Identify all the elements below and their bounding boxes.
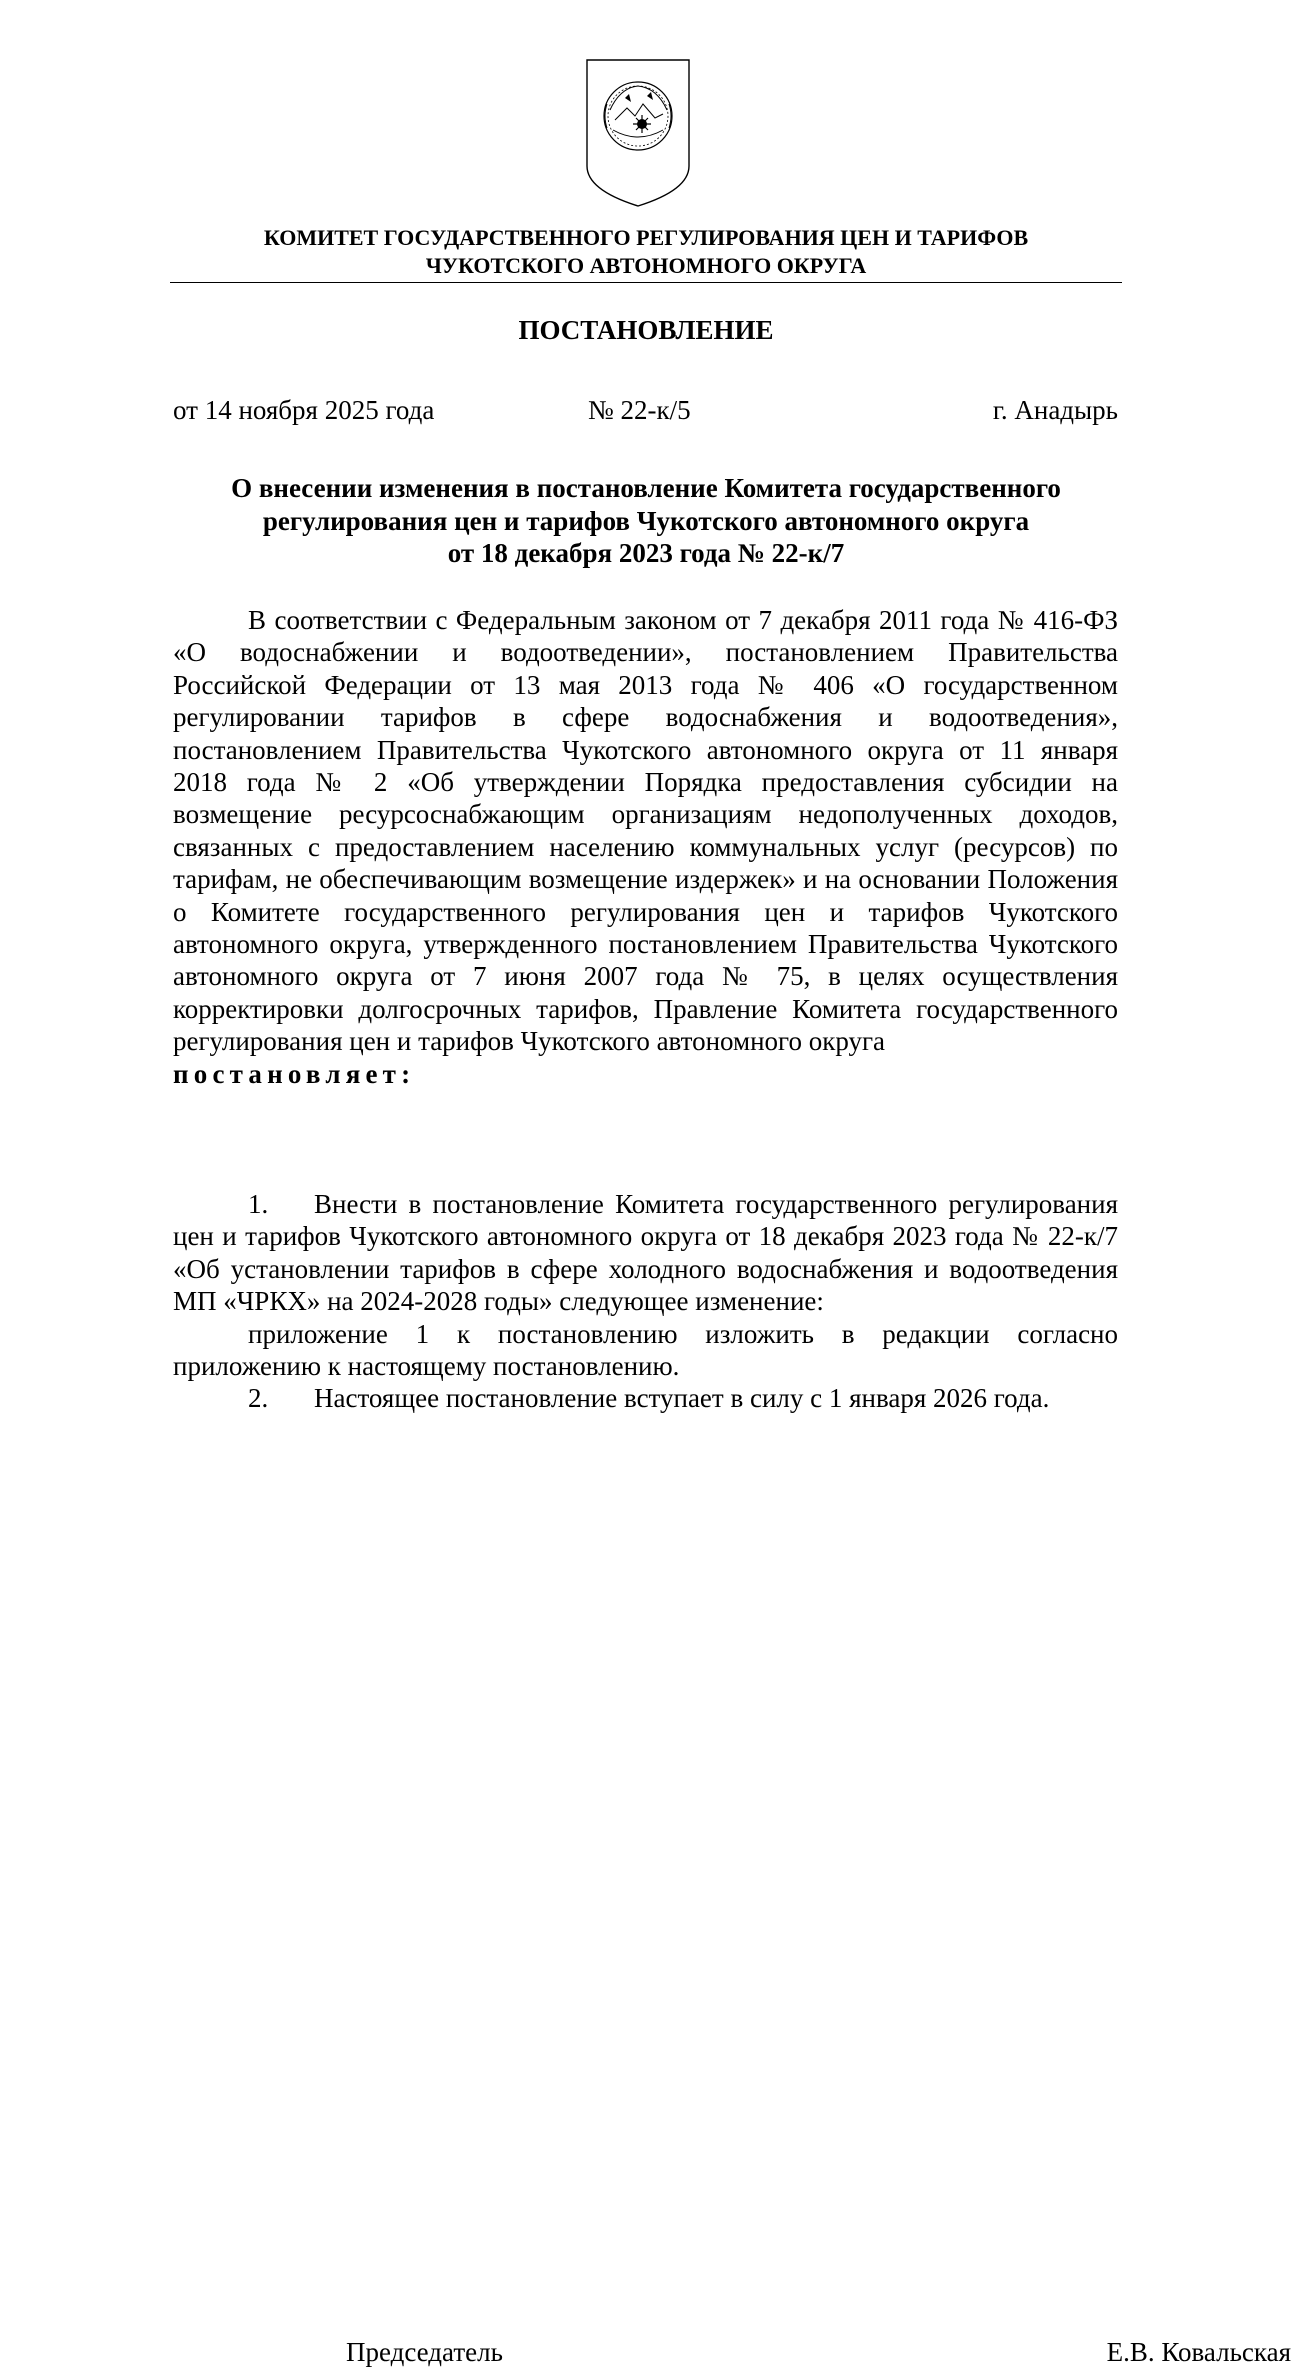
authority-line-2: ЧУКОТСКОГО АВТОНОМНОГО ОКРУГА <box>425 253 867 278</box>
item-number: 1. <box>248 1189 269 1219</box>
issuing-authority <box>170 224 1122 280</box>
title-line-2: регулирования цен и тарифов Чукотского автономного округа <box>262 505 1030 536</box>
document-title <box>170 472 1122 570</box>
signatory-position: Председатель <box>346 2337 503 2367</box>
document-body <box>173 604 1118 1090</box>
resolves-word: постановляет: <box>173 1058 416 1089</box>
document-number: № 22-к/5 <box>588 395 691 425</box>
chukotka-coat-of-arms-icon <box>585 58 691 208</box>
resolution-items <box>173 1188 1291 2367</box>
document-type: ПОСТАНОВЛЕНИЕ <box>518 315 774 345</box>
header-divider <box>170 282 1122 283</box>
resolution-subitem: приложение 1 к постановлению изложить в редакции согласно приложению к настоящему постановлению. <box>173 1318 1118 1382</box>
title-line-3: от 18 декабря 2023 года № 22-к/7 <box>447 538 845 568</box>
authority-line-1: КОМИТЕТ ГОСУДАРСТВЕННОГО РЕГУЛИРОВАНИЯ ЦЕН И ТАРИФОВ <box>263 225 1029 250</box>
item-text: Внести в постановление Комитета государственного регулирования цен и тарифов Чукотского автономного округа от 18 декабря 2023 года № 22-к/7 «Об установлении тарифов в сфере холодного водоснабжения и водоотведения МП «ЧРКХ» на 2024-2028 годы» следующее изменение: <box>173 1189 1118 1317</box>
resolution-item <box>173 1188 1118 1318</box>
document-date: от 14 ноября 2025 года <box>173 395 435 425</box>
title-line-1: О внесении изменения в постановление Комитета государственного <box>231 473 1061 503</box>
resolution-item <box>173 1382 1118 1414</box>
preamble-paragraph: В соответствии с Федеральным законом от 7 декабря 2011 года № 416-ФЗ «О водоснабжении и водоотведении», постановлением Правительства Российской Федерации от 13 мая 2013 года № 406 «О государственном регулировании тарифов в сфере водоснабжения и водоотведения», постановлением Правительства Чукотского автономного округа от 11 января 2018 года № 2 «Об утверждении Порядка предоставления субсидии на возмещение ресурсоснабжающим организациям недополученных доходов, связанных с предоставлением населению коммунальных услуг (ресурсов) по тарифам, не обеспечивающим возмещение издержек» и на основании Положения о Комитете государственного регулирования цен и тарифов Чукотского автономного округа, утвержденного постановлением Правительства Чукотского автономного округа от 7 июня 2007 года № 75, в целях осуществления корректировки долгосрочных тарифов, Правление Комитета государственного регулирования цен и тарифов Чукотского автономного округа <box>173 605 1118 1057</box>
item-text: Настоящее постановление вступает в силу с 1 января 2026 года. <box>314 1383 1050 1414</box>
document-city: г. Анадырь <box>992 395 1118 425</box>
item-number: 2. <box>248 1383 269 1414</box>
signatory-name: Е.В. Ковальская <box>1106 2337 1291 2367</box>
